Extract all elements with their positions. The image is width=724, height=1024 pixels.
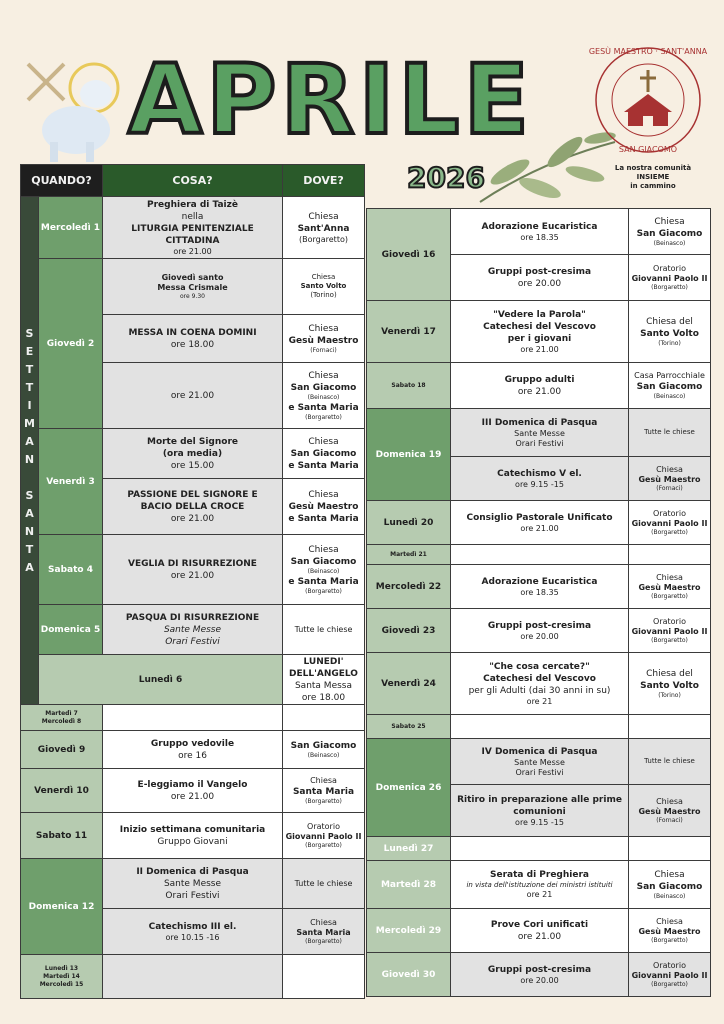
event-cell: VEGLIA DI RISURREZIONE ore 21.00	[103, 535, 283, 605]
event-cell: Morte del Signore (ora media) ore 15.00	[103, 429, 283, 479]
event-cell: Inizio settimana comunitaria Gruppo Giovani	[103, 813, 283, 859]
day-cell: Mercoledì 22	[367, 565, 451, 609]
location-cell: Tutte le chiese	[629, 409, 711, 457]
location-cell: Chiesa Santo Volto (Torino)	[283, 259, 365, 315]
event-cell	[103, 705, 283, 731]
event-cell: "Che cosa cercate?" Catechesi del Vescovo per gli Adulti (dai 30 anni in su) ore 21	[451, 653, 629, 715]
day-cell: Domenica 12	[21, 859, 103, 955]
event-cell: Consiglio Pastorale Unificato ore 21.00	[451, 501, 629, 545]
lamb-illustration	[24, 60, 124, 164]
page-title: APRILE	[128, 44, 534, 156]
day-cell: Martedì 21	[367, 545, 451, 565]
location-cell: Oratorio Giovanni Paolo II (Borgaretto)	[283, 813, 365, 859]
day-cell: Domenica 5	[39, 605, 103, 655]
location-cell: Chiesa San Giacomo (Beinasco) e Santa Maria (Borgaretto)	[283, 363, 365, 429]
event-cell: Gruppi post-cresima ore 20.00	[451, 255, 629, 301]
event-cell: Adorazione Eucaristica ore 18.35	[451, 209, 629, 255]
location-cell	[283, 955, 365, 999]
event-cell: Adorazione Eucaristica ore 18.35	[451, 565, 629, 609]
svg-text:GESÙ MAESTRO · SANT'ANNA: GESÙ MAESTRO · SANT'ANNA	[588, 47, 708, 56]
event-cell: Prove Cori unificati ore 21.00	[451, 909, 629, 953]
holy-week-label: S E T T I M A N S A N T A	[21, 197, 39, 705]
day-cell: Lunedì 27	[367, 837, 451, 861]
community-line: in cammino	[630, 182, 676, 190]
calendar-table-left	[20, 164, 365, 999]
location-cell: Chiesa Gesù Maestro (Fornaci)	[283, 315, 365, 363]
location-cell: Chiesa Sant'Anna (Borgaretto)	[283, 197, 365, 259]
location-cell	[629, 715, 711, 739]
location-cell	[629, 545, 711, 565]
location-cell: Chiesa Gesù Maestro (Fornaci)	[629, 457, 711, 501]
location-cell: Chiesa del Santo Volto (Torino)	[629, 653, 711, 715]
day-cell: Giovedì 23	[367, 609, 451, 653]
event-cell: Catechismo V el. ore 9.15 -15	[451, 457, 629, 501]
event-cell: PASSIONE DEL SIGNORE E BACIO DELLA CROCE ore 21.00	[103, 479, 283, 535]
event-cell	[451, 715, 629, 739]
event-cell: Serata di Preghiera in vista dell'istituzione dei ministri istituiti ore 21	[451, 861, 629, 909]
community-line: INSIEME	[636, 173, 670, 181]
location-cell: Oratorio Giovanni Paolo II (Borgaretto)	[629, 501, 711, 545]
event-cell: Gruppo adulti ore 21.00	[451, 363, 629, 409]
community-caption	[606, 164, 700, 198]
header-where: DOVE?	[283, 165, 365, 197]
location-cell: Casa Parrocchiale San Giacomo (Beinasco)	[629, 363, 711, 409]
day-cell: Mercoledì 1	[39, 197, 103, 259]
event-cell: E-leggiamo il Vangelo ore 21.00	[103, 769, 283, 813]
day-cell: Venerdì 3	[39, 429, 103, 535]
location-cell: Chiesa Santa Maria (Borgaretto)	[283, 909, 365, 955]
location-cell: Tutte le chiese	[629, 739, 711, 785]
event-cell: III Domenica di Pasqua Sante Messe Orari Festivi	[451, 409, 629, 457]
event-cell: Preghiera di Taizè nella LITURGIA PENITENZIALE CITTADINA ore 21.00	[103, 197, 283, 259]
day-cell: Venerdì 24	[367, 653, 451, 715]
event-cell: ore 21.00	[103, 363, 283, 429]
event-cell: Catechismo III el. ore 10.15 -16	[103, 909, 283, 955]
event-cell: PASQUA DI RISURREZIONE Sante Messe Orari Festivi	[103, 605, 283, 655]
day-cell: Venerdì 17	[367, 301, 451, 363]
location-cell: Chiesa Santa Maria (Borgaretto)	[283, 769, 365, 813]
location-cell: Chiesa San Giacomo (Beinasco)	[629, 861, 711, 909]
location-cell: Oratorio Giovanni Paolo II (Borgaretto)	[629, 953, 711, 997]
event-cell: MESSA IN COENA DOMINI ore 18.00	[103, 315, 283, 363]
event-cell: Giovedì santo Messa Crismale ore 9.30	[103, 259, 283, 315]
event-cell	[451, 837, 629, 861]
location-cell: Tutte le chiese	[283, 859, 365, 909]
day-cell: Lunedì 13 Martedì 14 Mercoledì 15	[21, 955, 103, 999]
day-cell: Giovedì 2	[39, 259, 103, 429]
location-cell: Chiesa Gesù Maestro (Borgaretto)	[629, 565, 711, 609]
svg-text:SAN GIACOMO: SAN GIACOMO	[618, 145, 678, 154]
day-cell: Sabato 18	[367, 363, 451, 409]
day-cell: Domenica 26	[367, 739, 451, 837]
event-cell	[451, 545, 629, 565]
location-cell: Chiesa Gesù Maestro (Borgaretto)	[629, 909, 711, 953]
location-cell: Oratorio Giovanni Paolo II (Borgaretto)	[629, 609, 711, 653]
day-cell: Sabato 25	[367, 715, 451, 739]
parish-logo	[588, 40, 708, 160]
event-cell: "Vedere la Parola" Catechesi del Vescovo per i giovani ore 21.00	[451, 301, 629, 363]
location-cell	[629, 837, 711, 861]
event-cell	[103, 955, 283, 999]
day-cell: Giovedì 16	[367, 209, 451, 301]
day-cell: Martedì 7 Mercoledì 8	[21, 705, 103, 731]
location-cell	[283, 705, 365, 731]
day-cell: Sabato 4	[39, 535, 103, 605]
year-label: 2026	[407, 161, 485, 194]
day-cell: Lunedì 6	[39, 655, 283, 705]
location-cell: San Giacomo (Beinasco)	[283, 731, 365, 769]
event-cell: LUNEDI' DELL'ANGELO Santa Messa ore 18.00	[283, 655, 365, 705]
community-line: La nostra comunità	[614, 164, 692, 172]
location-cell: Chiesa San Giacomo (Beinasco) e Santa Maria (Borgaretto)	[283, 535, 365, 605]
event-cell: Ritiro in preparazione alle prime comunioni ore 9.15 -15	[451, 785, 629, 837]
location-cell: Chiesa del Santo Volto (Torino)	[629, 301, 711, 363]
header-what: COSA?	[103, 165, 283, 197]
day-cell: Mercoledì 29	[367, 909, 451, 953]
day-cell: Lunedì 20	[367, 501, 451, 545]
calendar-table-right	[366, 208, 711, 997]
event-cell: II Domenica di Pasqua Sante Messe Orari Festivi	[103, 859, 283, 909]
location-cell: Chiesa Gesù Maestro (Fornaci)	[629, 785, 711, 837]
day-cell: Martedì 28	[367, 861, 451, 909]
event-cell: IV Domenica di Pasqua Sante Messe Orari Festivi	[451, 739, 629, 785]
event-cell: Gruppi post-cresima ore 20.00	[451, 609, 629, 653]
day-cell: Giovedì 30	[367, 953, 451, 997]
location-cell: Chiesa Gesù Maestro e Santa Maria	[283, 479, 365, 535]
day-cell: Venerdì 10	[21, 769, 103, 813]
location-cell: Chiesa San Giacomo (Beinasco)	[629, 209, 711, 255]
day-cell: Sabato 11	[21, 813, 103, 859]
event-cell: Gruppi post-cresima ore 20.00	[451, 953, 629, 997]
location-cell: Oratorio Giovanni Paolo II (Borgaretto)	[629, 255, 711, 301]
day-cell: Giovedì 9	[21, 731, 103, 769]
header-when: QUANDO?	[21, 165, 103, 197]
location-cell: Tutte le chiese	[283, 605, 365, 655]
day-cell: Domenica 19	[367, 409, 451, 501]
location-cell: Chiesa San Giacomo e Santa Maria	[283, 429, 365, 479]
event-cell: Gruppo vedovile ore 16	[103, 731, 283, 769]
